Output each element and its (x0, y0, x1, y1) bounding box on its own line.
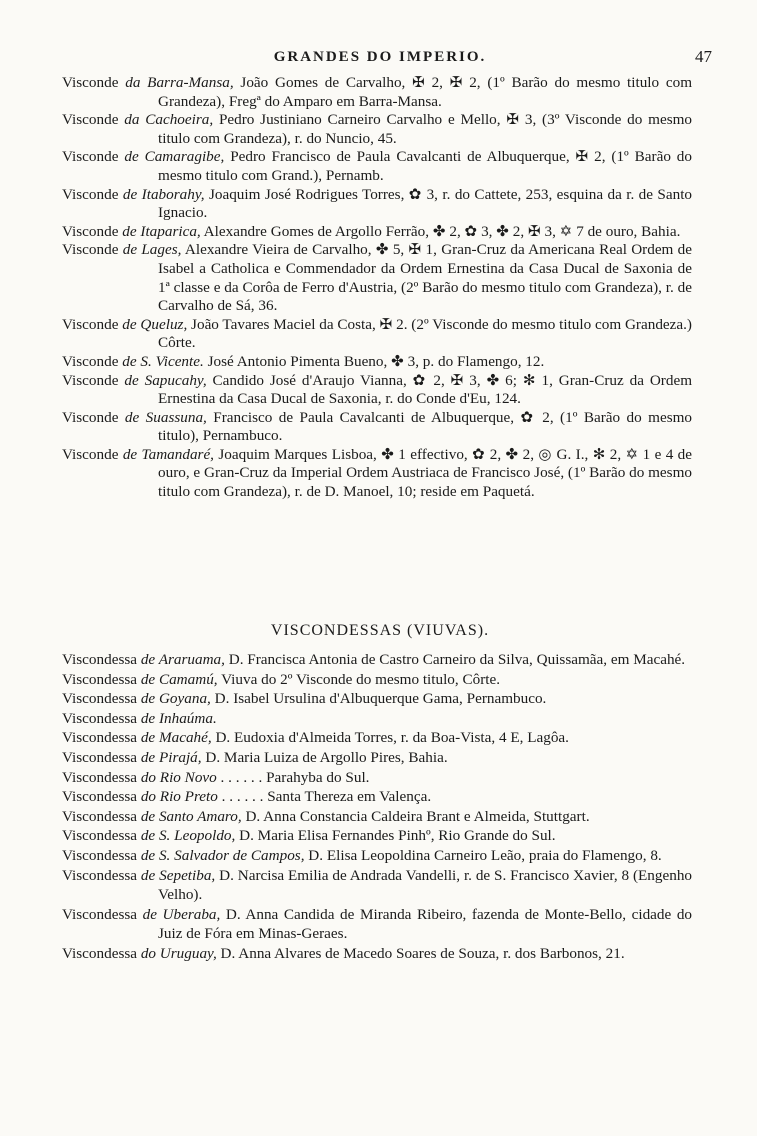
entry-rank: Viscondessa (62, 690, 138, 708)
entry-preposition: de (122, 445, 138, 463)
entry-title-name: Macahé, (158, 729, 212, 747)
entry-title (141, 729, 212, 746)
entry-title (141, 690, 211, 707)
entry-title-name: Queluz, (140, 315, 188, 333)
section-heading: VISCONDESSAS (VIUVAS). (270, 622, 490, 639)
list-item (62, 807, 692, 827)
entry-preposition: de (124, 148, 139, 166)
entry-title (141, 671, 218, 688)
list-item (62, 650, 692, 670)
entry-preposition: de (140, 846, 156, 864)
list-item (62, 74, 692, 111)
entry-text: D. Anna Constancia Caldeira Brant e Almeida, Stuttgart. (241, 807, 590, 825)
entry-rank: Visconde (62, 445, 119, 463)
entry-title (141, 945, 217, 962)
entry-title (123, 241, 182, 258)
entry-rank: Viscondessa (62, 709, 138, 727)
entry-preposition: de (122, 315, 137, 333)
entry-title (143, 906, 221, 923)
entry-preposition: de (140, 866, 156, 884)
entry-text: D. Eudoxia d'Almeida Torres, r. da Boa-Vista, 4 E, Lagôa. (211, 729, 569, 747)
entry-title (141, 847, 305, 864)
page-number: 47 (695, 47, 712, 66)
entry-text: Pedro Francisco de Paula Cavalcanti de Albuquerque, ✠ 2, (1º Barão do mesmo titulo com Grand.), Pernamb. (158, 148, 692, 184)
list-item (62, 223, 692, 242)
entry-title-name: Tamandaré, (141, 445, 214, 463)
entry-title-name: Itaborahy, (141, 185, 205, 203)
entry-rank: Visconde (62, 352, 119, 370)
entry-title-name: Uberaba, (162, 905, 221, 923)
entry-text: Pedro Justiniano Carneiro Carvalho e Mello, ✠ 3, (3º Visconde do mesmo titulo com Grandeza), r. do Nuncio, 45. (158, 111, 693, 147)
entry-text: João Tavares Maciel da Costa, ✠ 2. (2º Visconde do mesmo titulo com Grandeza.) Côrte. (158, 315, 692, 352)
entry-rank: Visconde (62, 111, 119, 129)
list-item (62, 241, 692, 315)
entry-title-name: S. Vicente. (140, 352, 204, 370)
list-item (62, 905, 692, 944)
list-item (62, 728, 692, 748)
entry-title-name: Pirajá, (158, 748, 202, 766)
entry-title-name: Araruama, (158, 651, 225, 668)
entry-title (122, 223, 200, 240)
list-item (62, 944, 692, 964)
entry-rank: Viscondessa (62, 768, 138, 786)
entry-text: Viuva do 2º Visconde do mesmo titulo, Côrte. (217, 670, 501, 688)
entry-preposition: de (142, 905, 157, 923)
entry-rank: Viscondessa (62, 827, 138, 845)
entry-text: Alexandre Vieira de Carvalho, ✤ 5, ✠ 1, Gran-Cruz da Americana Real Ordem de Isabel a Catholica e Commendador da Ordem Ernestina da Casa Ducal de Saxonia de 1ª classe e da Corôa de Ferro d'Austria, (2º Barão do mesmo titulo com Grandeza), r. de Carvalho de Sá, 36. (158, 241, 692, 315)
list-item (62, 866, 692, 905)
entry-text: D. Isabel Ursulina d'Albuquerque Gama, Pernambuco. (210, 690, 547, 708)
entry-title-name: Inhaúma. (158, 709, 217, 727)
entry-rank: Viscondessa (62, 944, 138, 962)
entry-title (141, 769, 217, 786)
entry-title (123, 446, 214, 463)
entry-title-name: Lages, (141, 241, 182, 259)
entry-title-name: Rio Preto (159, 788, 218, 806)
entry-rank: Visconde (62, 371, 119, 389)
entry-rank: Visconde (62, 148, 119, 166)
entry-title-name: S. Salvador de Campos, (158, 846, 305, 864)
entry-title-name: Itaparica, (140, 222, 201, 240)
entry-title-name: Sapucahy, (144, 371, 207, 389)
entry-rank: Visconde (62, 315, 119, 333)
entry-preposition: de (140, 807, 156, 825)
entry-text: D. Anna Candida de Miranda Ribeiro, fazenda de Monte-Bello, cidade do Juiz de Fóra em Minas-Geraes. (158, 905, 693, 943)
entry-rank: Viscondessa (62, 807, 138, 825)
entry-text: Candido José d'Araujo Vianna, ✿ 2, ✠ 3, ✤ 6; ✻ 1, Gran-Cruz da Ordem Ernestina da Casa Ducal de Saxonia, r. do Conde d'Eu, 124. (158, 371, 693, 408)
entry-rank: Viscondessa (62, 866, 138, 884)
list-item (62, 111, 692, 148)
entry-title (141, 788, 218, 805)
list-item (62, 186, 692, 223)
entry-rank: Viscondessa (62, 670, 138, 688)
entry-title (141, 808, 242, 825)
entry-preposition: de (122, 185, 138, 203)
entry-title-name: Santo Amaro, (158, 807, 242, 825)
entry-rank: Viscondessa (62, 748, 138, 766)
entry-title (141, 651, 225, 668)
entry-preposition: de (124, 371, 139, 389)
entry-preposition: de (122, 222, 137, 240)
entry-preposition: de (140, 827, 156, 845)
list-item (62, 372, 692, 409)
entry-text: D. Anna Alvares de Macedo Soares de Souza, r. dos Barbonos, 21. (216, 944, 625, 962)
list-item (62, 846, 692, 866)
entry-title (124, 148, 224, 165)
entry-title-name: Rio Novo (159, 768, 217, 786)
entry-rank: Viscondessa (62, 846, 138, 864)
entry-text: D. Elisa Leopoldina Carneiro Leão, praia do Flamengo, 8. (304, 846, 662, 864)
list-item (62, 709, 692, 729)
entry-text: D. Maria Elisa Fernandes Pinhº, Rio Grande do Sul. (235, 827, 556, 845)
entry-title (123, 186, 205, 203)
entry-title-name: Camaragibe, (144, 148, 225, 166)
entry-title (141, 867, 215, 884)
list-item (62, 148, 692, 185)
list-item (62, 409, 692, 446)
entry-preposition: de (140, 651, 156, 668)
entry-preposition: de (122, 352, 137, 370)
entry-preposition: do (140, 944, 156, 962)
entry-title-name: Barra-Mansa, (147, 74, 234, 91)
entry-preposition: de (140, 690, 156, 708)
entry-preposition: de (140, 729, 156, 747)
entry-title (124, 111, 213, 128)
entry-text: . . . . . . Parahyba do Sul. (216, 768, 370, 786)
entry-text: D. Francisca Antonia de Castro Carneiro da Silva, Quissamãa, em Macahé. (224, 651, 686, 668)
entry-rank: Visconde (62, 185, 119, 203)
list-item (62, 670, 692, 690)
entry-title-name: Cachoeira, (145, 111, 214, 129)
entry-text: D. Narcisa Emilia de Andrada Vandelli, r. de S. Francisco Xavier, 8 (Engenho Velho). (158, 866, 693, 904)
entry-title (122, 353, 204, 370)
entry-preposition: do (140, 788, 156, 806)
entry-title-name: Sepetiba, (159, 866, 216, 884)
list-item (62, 689, 692, 709)
list-item (62, 446, 692, 502)
entry-title-name: Camamú, (158, 670, 218, 688)
list-item (62, 768, 692, 788)
viscondessas-list (62, 650, 692, 964)
entry-rank: Visconde (62, 74, 119, 91)
entry-preposition: de (140, 670, 156, 688)
entry-rank: Visconde (62, 222, 119, 240)
list-item (62, 316, 692, 353)
entry-rank: Viscondessa (62, 788, 138, 806)
entry-title (141, 710, 217, 727)
entry-title (141, 749, 202, 766)
entry-title-name: Goyana, (158, 690, 211, 708)
entry-rank: Viscondessa (62, 905, 138, 923)
entry-preposition: do (140, 768, 156, 786)
entry-rank: Viscondessa (62, 729, 138, 747)
running-title: GRANDES DO IMPERIO. (273, 49, 487, 65)
entry-text: Alexandre Gomes de Argollo Ferrão, ✤ 2, ✿ 3, ✤ 2, ✠ 3, ✡ 7 de ouro, Bahia. (200, 222, 681, 240)
entry-title-name: Uruguay, (159, 944, 217, 962)
list-item (62, 826, 692, 846)
entry-title (141, 827, 236, 844)
list-item (62, 787, 692, 807)
entry-text: Francisco de Paula Cavalcanti de Albuquerque, ✿ 2, (1º Barão do mesmo titulo), Pernambuco. (158, 408, 693, 445)
entry-title-name: S. Leopoldo, (158, 827, 236, 845)
entry-text: . . . . . . Santa Thereza em Valença. (217, 788, 432, 806)
entry-rank: Visconde (62, 241, 119, 259)
viscondes-list (62, 74, 692, 502)
entry-rank: Viscondessa (62, 651, 138, 668)
list-item (62, 353, 692, 372)
page-header (60, 44, 712, 70)
entry-preposition: de (122, 241, 138, 259)
entry-preposition: de (124, 408, 140, 426)
list-item (62, 748, 692, 768)
entry-rank: Visconde (62, 408, 119, 426)
entry-title-name: Suassuna, (145, 408, 207, 426)
entry-text: José Antonio Pimenta Bueno, ✤ 3, p. do Flamengo, 12. (203, 352, 545, 370)
entry-text: Joaquim Marques Lisboa, ✤ 1 effectivo, ✿ 2, ✤ 2, ◎ G. I., ✻ 2, ✡ 1 e 4 de ouro, e Gran-Cruz da Imperial Ordem Austriaca de Francisco José, (1º Barão do mesmo titulo com Grandeza), r. de D. Manoel, 10; reside em Paquetá. (158, 445, 693, 501)
entry-text: Joaquim José Rodrigues Torres, ✿ 3, r. do Cattete, 253, esquina da r. de Santo Ignacio. (158, 185, 693, 222)
entry-preposition: de (140, 748, 156, 766)
entry-title (125, 409, 207, 426)
entry-text: João Gomes de Carvalho, ✠ 2, ✠ 2, (1º Barão do mesmo titulo com Grandeza), Fregª do Amparo em Barra-Mansa. (158, 74, 693, 110)
entry-preposition: de (140, 709, 156, 727)
entry-title (125, 74, 233, 91)
entry-text: D. Maria Luiza de Argollo Pires, Bahia. (201, 748, 448, 766)
entry-preposition: da (125, 74, 141, 91)
entry-title (122, 316, 187, 333)
entry-title (124, 372, 206, 389)
entry-preposition: da (124, 111, 140, 129)
